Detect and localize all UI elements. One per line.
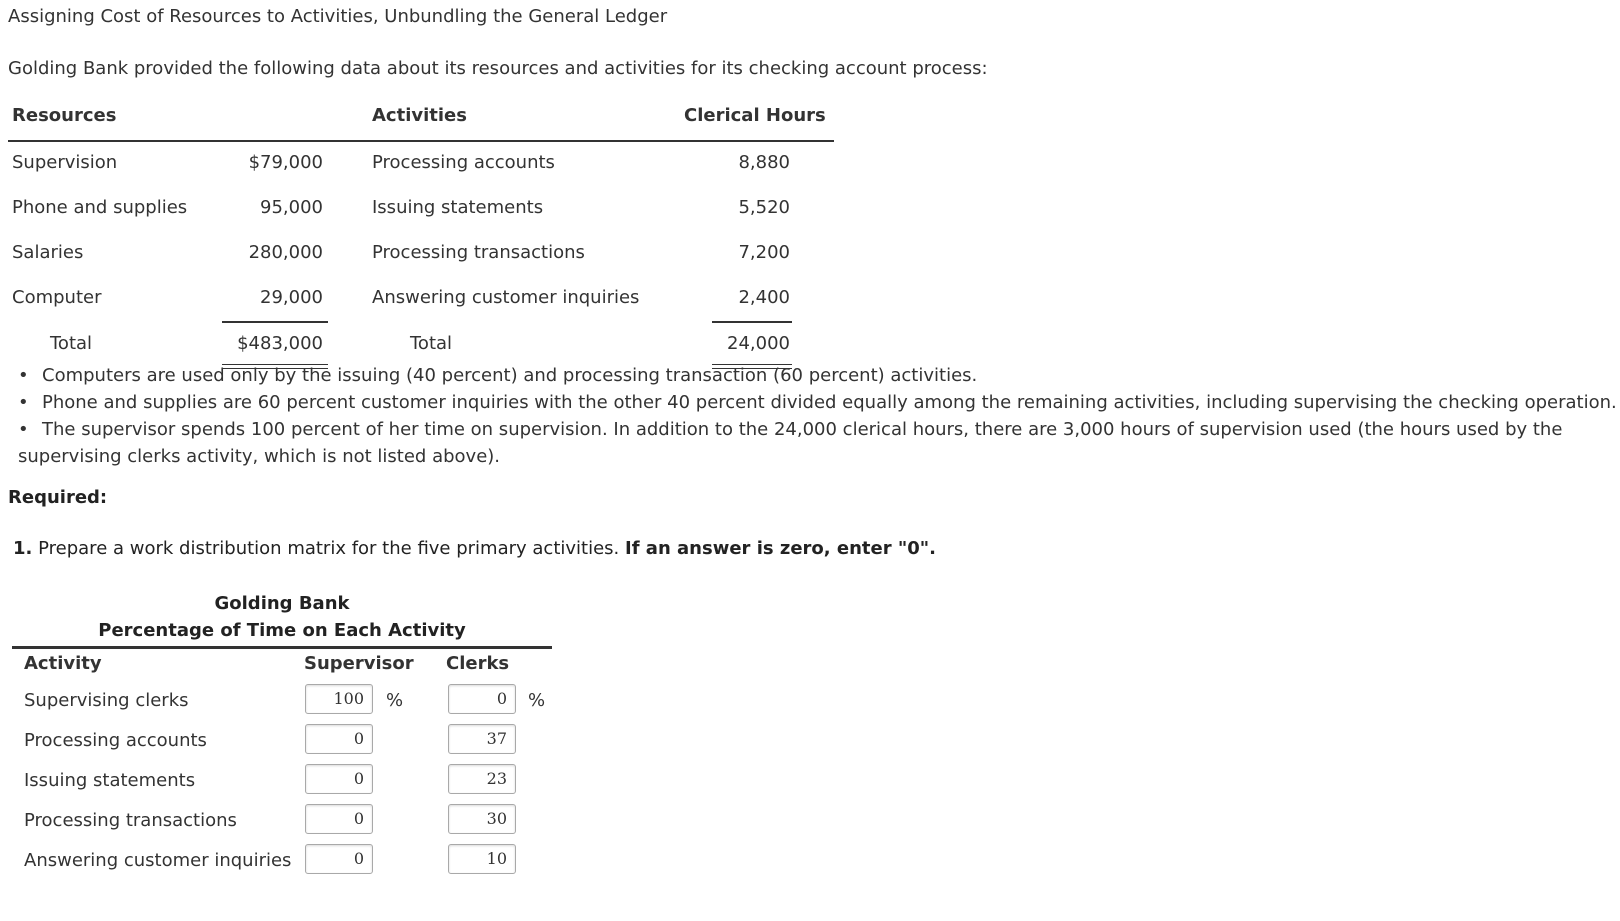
resource-name: Supervision [12,152,118,173]
matrix-header-activity: Activity [24,653,102,674]
matrix-activity-label: Answering customer inquiries [24,850,292,871]
intro-text: Golding Bank provided the following data about its resources and activities for its checking account process: [8,58,988,79]
question-instruction: If an answer is zero, enter "0". [625,538,936,559]
supervisor-percent-input[interactable]: 0 [305,844,373,874]
bullet-icon: • [18,392,29,413]
total-label: Total [410,333,453,354]
activity-hours: 7,200 [738,242,790,263]
list-item [18,416,1618,470]
percent-symbol: % [528,690,546,711]
list-item [18,389,1618,416]
resource-amount: $79,000 [248,152,323,173]
list-item-text: Phone and supplies are 60 percent customer inquiries with the other 40 percent divided equally among the remaining activities, including supervising the checking operation. [42,392,1617,413]
list-item-text: Computers are used only by the issuing (40 percent) and processing transaction (60 percent) activities. [42,365,978,386]
matrix-activity-label: Issuing statements [24,770,196,791]
clerks-percent-input[interactable]: 23 [448,764,516,794]
activity-name: Issuing statements [372,197,544,218]
activity-hours: 5,520 [738,197,790,218]
activity-name: Answering customer inquiries [372,287,640,308]
matrix-header-supervisor: Supervisor [304,653,414,674]
activity-name: Processing transactions [372,242,585,263]
matrix-activity-label: Processing accounts [24,730,207,751]
resource-name: Computer [12,287,102,308]
matrix-header-clerks: Clerks [446,653,510,674]
activity-hours: 8,880 [738,152,790,173]
hours-subtotal-rule [712,321,792,323]
facts-list [18,362,1618,470]
resource-amount: 29,000 [260,287,323,308]
bullet-icon: • [18,419,29,440]
amount-subtotal-rule [222,321,328,323]
question-text: Prepare a work distribution matrix for the five primary activities. [38,538,620,559]
resource-amount: 95,000 [260,197,323,218]
matrix-activity-label: Processing transactions [24,810,237,831]
resource-name: Phone and supplies [12,197,188,218]
bullet-icon: • [18,365,29,386]
page-title: Assigning Cost of Resources to Activities, Unbundling the General Ledger [8,6,668,27]
matrix-company: Golding Bank [214,593,350,614]
total-label: Total [50,333,93,354]
question-1 [13,538,936,559]
total-hours: 24,000 [727,333,790,354]
question-number: 1. [13,538,33,559]
supervisor-percent-input[interactable]: 0 [305,804,373,834]
total-amount: $483,000 [237,333,323,354]
resource-amount: 280,000 [248,242,323,263]
matrix-subtitle: Percentage of Time on Each Activity [98,620,466,641]
list-item-text: The supervisor spends 100 percent of her time on supervision. In addition to the 24,000 clerical hours, there are 3,000 hours of supervision used (the hours used by the supervising clerks activity, which is not listed above). [18,419,1563,467]
resource-name: Salaries [12,242,84,263]
supervisor-percent-input[interactable]: 0 [305,764,373,794]
supervisor-percent-input[interactable]: 0 [305,724,373,754]
header-activities: Activities [372,105,467,126]
clerks-percent-input[interactable]: 30 [448,804,516,834]
header-rule [8,140,834,142]
percent-symbol: % [386,690,404,711]
supervisor-percent-input[interactable]: 100 [305,684,373,714]
activity-hours: 2,400 [738,287,790,308]
clerks-percent-input[interactable]: 37 [448,724,516,754]
clerks-percent-input[interactable]: 0 [448,684,516,714]
clerks-percent-input[interactable]: 10 [448,844,516,874]
matrix-header-rule [12,646,552,649]
header-clerical-hours: Clerical Hours [684,105,826,126]
header-resources: Resources [12,105,117,126]
required-label: Required: [8,487,108,508]
matrix-activity-label: Supervising clerks [24,690,189,711]
list-item [18,362,1618,389]
activity-name: Processing accounts [372,152,555,173]
